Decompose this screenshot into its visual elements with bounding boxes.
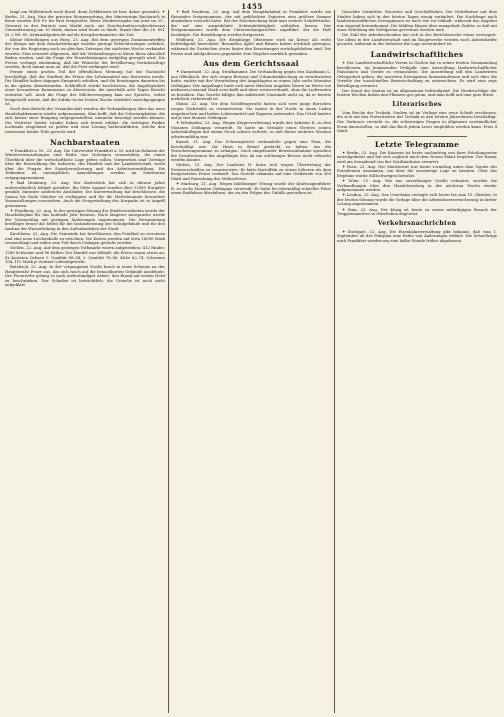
article-paragraph: Vom Reiche der Technik. Soeben ist im Verlage eine neue Schrift erschienen, die sich mit den Fortschritten der Technik in den letzten Jahrzehnten beschäftigt. Der Verfasser versteht es, die schwierigen Fragen in allgemein verständlicher Form darzustellen, so daß das Buch jedem Leser empfohlen werden kann. Preis 4 Mark. [337,109,497,134]
article-paragraph: Weilburg, 22. Aug. Die diesjährige Obsternte wird im Kreise als recht befriedigend bezeichnet. Besonders Äpfel und Birnen haben reichlich getragen, während die Zwetschen etwas hinter den Erwartungen zurückgeblieben sind. Die Preise sind infolgedessen gegenüber dem Vorjahre merklich gesunken. [171,36,331,56]
article-paragraph: ✦ Bad Nauheim, 23. Aug. Auf dem Hauptbahnhof in Frankfurt wurde ein Reisender festgenommen, der mit gefälschten Papieren eine größere Summe abzuheben versucht hatte. Bei der Durchsuchung fand man weitere Schriftstücke, die auf eine ausgedehnte Schwindeltätigkeit schließen lassen. Der Festgenommene wurde dem Untersuchungsrichter zugeführt, der die Haft bestätigte. Die Ermittlungen werden fortgesetzt. [171,10,331,37]
article-paragraph: Der Stand der Saaten ist im allgemeinen befriedigend. Die Niederschläge der letzten Wochen haben den Pflanzen gut getan, und man hofft auf eine gute Ernte. [337,87,497,98]
article-paragraph: ✦ Stuttgart, 23. Aug. Die Eisenbahnverwaltung gibt bekannt, daß vom 1. September ab der Fahrplan eine Reihe von Änderungen erfährt. Die Schnellzüge nach Frankfurt werden um eine halbe Stunde früher abgelassen. [337,228,497,243]
section-heading: Letzte Telegramme [374,139,460,149]
article-paragraph: ✦ Der Landwirtschaftliche Verein in Gießen hat in seiner letzten Versammlung beschlossen, im kommenden Frühjahr eine Ausstellung landwirtschaftlicher Maschinen und Geräte zu veranstalten. Die Ausstellung soll den Landwirten Gelegenheit geben, die neuesten Erzeugnisse kennenzulernen und sich über die Vorteile der maschinellen Bewirtschaftung zu unterrichten. Es wird eine rege Beteiligung erwartet. [337,59,497,88]
section-heading: Landwirtschaftliches [370,49,464,59]
article-paragraph: ✦ Frankfurt a. M., 23. Aug. Die Universität Frankfurt a. M. wird im Rahmen der Winterveranstaltungen eine Reihe von Vorträgen veranstalten, die einen Überblick über die wirtschaftliche Lage geben sollen. Vorgesehen sind Vorträge über die Entwicklung der Industrie, des Handels und der Landwirtschaft, sowie über die Fragen der Sozialversicherung und der Arbeitsvermittlung. Die Teilnahme ist unentgeltlich; Anmeldungen werden im Sekretariat entgegengenommen. [5,147,165,180]
column-3 [337,10,497,715]
article-paragraph: Kleine Mitteilungen aus Paris, 23. Aug. Bei dem gestrigen Zusammentreffen des Königs mit dem Staatsoberhaupt wurden geringe Erleichterungen sichtlich, die von der Regierung noch im gleichen Zeitraum der nächsten Woche verkündet wurden. Man erwartet allgemein, daß die Verhandlungen in Kürze ihren Abschluß finden werden, und die Frage der Ersatzleistungen endgültig geregelt wird. Die Presse verlangt einstimmig, daß die Wünsche der Bevölkerung berücksichtigt werden, doch nimmt man an, daß die Frist verlängert wird. [5,36,165,70]
column-rule [168,10,169,713]
section-heading: Verkehrsnachrichten [377,219,457,227]
divider [367,136,467,137]
section-heading: Aus dem Gerichtssaal [203,59,299,69]
article-paragraph: ✦ Marburg, 21. Aug. Wegen fahrlässiger Tötung wurde der Kraftwagenführer B. zu sechs Monaten Gefängnis verurteilt. Er hatte bei übermäßig schneller Fahrt einen Radfahrer überfahren, der an den Folgen des Unfalls gestorben ist. [171,181,331,196]
article-paragraph: Die Zahl der Arbeitsuchenden hat sich in der Berichtswoche etwas verringert. Vor allem in der Landwirtschaft und im Baugewerbe werden noch Arbeitskräfte gesucht, während in der Industrie die Lage unverändert ist. [337,32,497,47]
article-paragraph: Gießen, 22. Aug. Auf dem gestrigen Viehmarkt waren aufgetrieben: 412 Rinder, 1280 Schweine und 96 Kälber. Der Handel war lebhaft, die Preise zogen etwas an. Es kosteten Ochsen 1. Qualität 88–94, 2. Qualität 78–86, Kühe 62–74, Schweine 104–110 Mark je Zentner Lebendgewicht. [5,245,165,265]
article-paragraph: ✦ Darmstadt, 22. Aug. Strafkammer. Die Verhandlung gegen den Kaufmann L. aus Offenbach, der sich wegen Betrugs und Urkundenfälschung zu verantworten hatte, endete mit der Verurteilung des Angeklagten zu einem Jahr sechs Monaten Gefängnis. Der Angeklagte hatte sich unter falschen Angaben Waren im Werte von mehreren tausend Mark verschafft und diese weiterverkauft, ohne die Lieferanten zu bezahlen. Das Gericht billigte ihm mildernde Umstände nicht zu, da er bereits mehrfach vorbestraft ist. [171,69,331,102]
column-1 [5,10,165,715]
page-number: 1455 [241,2,263,11]
column-2 [171,10,331,715]
article-paragraph: Gesuchte Vermittler, Neuestes und Geschäftliches. Die Verhältnisse auf dem Markte haben sich in den letzten Tagen wenig verändert. Die Nachfrage nach landwirtschaftlichen Erzeugnissen ist nach wie vor lebhaft, während das Angebot nur zögernd herauskommt. Die Mühlen klagen über mangelnde Zufuhr, so daß mit einer Erhöhung der Mehlpreise gerechnet werden muß. [337,10,497,33]
article-paragraph: Ferner einen großen Teil der öffentlichen Meinung hat die Nachricht beschäftigt, daß der Stadtrat die Preise der Lebensmittel neu festsetzen werde. Die Händler haben dagegen Einspruch erhoben, und die Beratungen dauerten bis in die späten Abendstunden. Schließlich wurde beschlossen, die Angelegenheit einer besonderen Kommission zu überweisen, die innerhalb acht Tagen Bericht erstatten soll. Auch die Frage der Milchversorgung kam zur Sprache, wobei festgestellt wurde, daß die Zufuhr in der letzten Woche erheblich zurückgegangen ist. [5,69,165,107]
article-paragraph: ✦ Wiesbaden, 22. Aug. Wegen Körperverletzung wurde der Arbeiter K. zu drei Monaten Gefängnis verurteilt. Er hatte im Verlaufe eines Streites seinen Arbeitskollegen mit einem Stock schwer verletzt, so daß dieser mehrere Wochen arbeitsunfähig war. [171,120,331,139]
article-paragraph: ✦ Rom, 23. Aug. Der König ist heute zu einem mehrtägigen Besuch der Truppenmanöver in Oberitalien abgereist. [337,206,497,217]
article-paragraph: Butzbach, 22. Aug. In der vergangenen Nacht brach in einer Scheune an der Hauptstraße Feuer aus, das sich rasch auf die benachbarten Gebäude ausdehnte. Der Feuerwehr gelang es nach mehrstündiger Arbeit, den Brand auf seinen Herd zu beschränken. Der Schaden ist beträchtlich; die Ursache ist noch nicht aufgeklärt. [5,264,165,288]
article-paragraph: ✦ Bad Homburg, 22. Aug. Der Kurbetrieb hat sich in diesem Jahre außerordentlich lebhaft gestaltet. Bis Mitte August wurden über 12000 Kurgäste gezählt, darunter zahlreiche Ausländer. Die Kurverwaltung hat beschlossen, die Saison bis Ende Oktober zu verlängern und für die Herbstmonate besondere Veranstaltungen vorzusehen. Auch die Neugestaltung des Kurparks ist in Angriff genommen. [5,179,165,208]
column-rule [334,10,335,713]
section-heading: Nachbarstaaten [49,137,121,147]
article-paragraph: ✦ London, 23. Aug. Das Unterhaus vertagte sich heute bis zum 15. Oktober. In der letzten Sitzung wurde die Vorlage über die Arbeitslosenversicherung in dritter Lesung angenommen. [337,192,497,207]
article-paragraph: Mainz, 22. Aug. Vor dem Schöffengericht hatten sich zwei junge Burschen wegen Diebstahls zu verantworten. Sie waren in der Nacht in einen Laden eingebrochen und hatten Lebensmittel und Zigarren entwendet. Das Urteil lautete auf je vier Monate Gefängnis. [171,101,331,121]
article-paragraph: ✦ Wien, 23. Aug. Wie aus zuverlässiger Quelle verlautet, werden die Verhandlungen über den Handelsvertrag in der nächsten Woche wieder aufgenommen werden. [337,178,497,193]
article-paragraph: Gießen, 21. Aug. Der Landwirt H. hatte sich wegen Übertretung der Preisvorschriften zu verantworten. Er hatte Kartoffeln zu einem höheren als dem festgesetzten Preise verkauft. Das Gericht erkannte auf eine Geldstrafe von 300 Mark und Einziehung des Mehrerlöses. [171,162,331,182]
article-paragraph: Kassel, 21. Aug. Das Schwurgericht verhandelte gegen eine Frau, die beschuldigt war, ihr Haus in Brand gesteckt zu haben, um die Versicherungssumme zu erlangen. Nach eingehender Beweisaufnahme sprachen die Geschworenen die Angeklagte frei, da ein schlüssiger Beweis nicht erbracht werden konnte. [171,139,331,163]
article-paragraph: ✦ Friedberg, 22. Aug. In der gestrigen Sitzung der Stadtverordneten wurde der Haushaltsplan für das laufende Jahr beraten. Nach längerer Aussprache wurde der Voranschlag mit geringen Änderungen angenommen. Die Versammlung bewilligte ferner die Mittel für die Instandsetzung der Schulgebäude und für den Ausbau der Wasserleitung in den Außenbezirken der Stadt. [5,207,165,232]
article-paragraph: ✦ Paris, 23. Aug. Der Ministerrat trat heute vormittag unter dem Vorsitz des Präsidenten zusammen, um über die auswärtige Lage zu beraten. Über das Ergebnis wurde Stillschweigen bewahrt. [337,163,497,178]
section-heading: Literarisches [392,100,442,108]
article-paragraph: langt am Mühlentisch nach Basel, denn Zerkleinern ist hier, daher gerundet. ✦ Berlin, 23. Aug. Nun der privaten Morgenzeitung, des Ministerium Bacharach in ihren wurden 400 Fr. bis Brot festgesetzt. Beste Wiedervergabe hat jetzt im 29., Gewurzt in den Bereich vom Markt auch, zur Durchschnittsvergleichsweise Vierundzwanzig um 10 Mark, darum wird heute in Mark. Stand über die 26, 601 M. 2 Mt. 60, Kriminaltgedruckt auf als Kriegsbrotminister der Zeit. [5,10,165,37]
article-paragraph: Kirchheim, 22. Aug. Die Gemeinde hat beschlossen, den Friedhof zu erweitern und eine neue Leichenhalle zu errichten. Die Kosten werden auf etwa 18000 Mark veranschlagt und sollen zum Teil durch Umlagen gedeckt werden. [5,231,165,246]
article-paragraph: Nach dem Bericht der Gesandtschaft wurden die Verhandlungen über das neue Handelsabkommen wieder aufgenommen. Man hofft, daß die Schwierigkeiten, die sich bisher einer Einigung entgegenstellten, nunmehr beseitigt werden können. Die Vertreter beider Länder haben sich bereit erklärt, die strittigen Punkte nochmals eingehend zu prüfen und eine Lösung herbeizuführen, welche den Interessen beider Teile gerecht wird. [5,106,165,134]
article-paragraph: ✦ Berlin, 23. Aug. Die Kaiserin ist heute nachmittag von ihrer Erholungsreise zurückgekehrt und hat sich sogleich nach dem Neuen Palais begeben. Der Kaiser wird am Sonnabend von der Nordlandreise erwartet. [337,149,497,164]
